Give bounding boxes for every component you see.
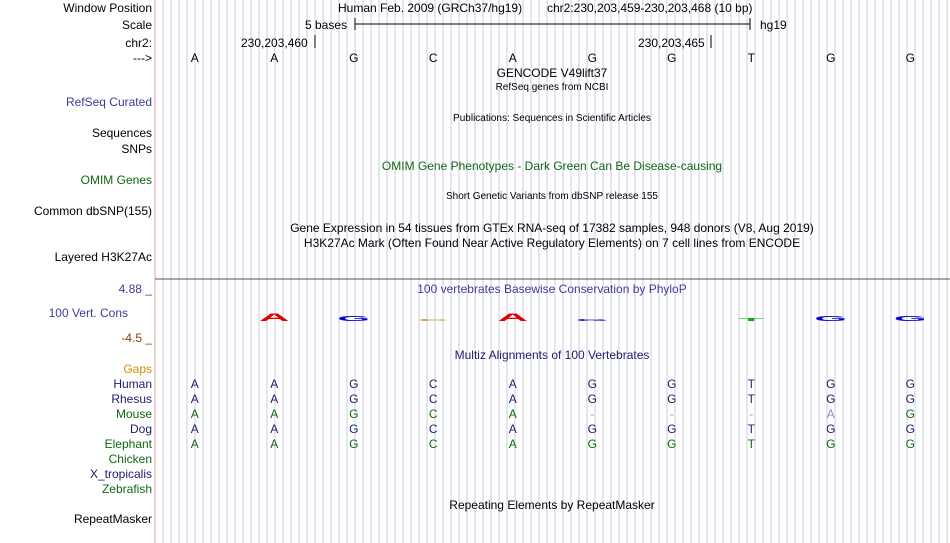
species-label-dog[interactable]: Dog (129, 422, 152, 436)
base-3: G (349, 51, 359, 65)
alignment-base: A (270, 377, 279, 391)
scale-bar (0, 14, 950, 54)
species-label-zebrafish[interactable]: Zebrafish (101, 482, 152, 496)
chr-label: chr2: (125, 36, 152, 50)
logo-letter-c: C (418, 318, 449, 322)
alignment-base: T (747, 377, 755, 391)
alignment-base: G (905, 392, 915, 406)
alignment-base: G (349, 422, 359, 436)
alignment-base: A (508, 377, 517, 391)
alignment-base: G (905, 422, 915, 436)
alignment-base: T (747, 437, 755, 451)
alignment-base: G (905, 437, 915, 451)
alignment-base: G (667, 422, 677, 436)
base-2: A (270, 51, 279, 65)
track-label-refseq[interactable]: RefSeq Curated (65, 95, 152, 109)
logo-letter-a: A (497, 311, 528, 324)
base-4: C (428, 51, 438, 65)
publications-track-desc: Publications: Sequences in Scientific Articles (453, 113, 651, 124)
alignment-base: A (190, 422, 199, 436)
species-label-mouse[interactable]: Mouse (115, 407, 152, 421)
species-label-elephant[interactable]: Elephant (104, 437, 152, 451)
alignment-base: G (905, 407, 915, 421)
alignment-base: A (270, 422, 279, 436)
logo-letter-t: T (738, 316, 765, 323)
alignment-base: A (826, 407, 835, 421)
base-1: A (190, 51, 199, 65)
db-name: hg19 (760, 18, 787, 32)
logo-letter-g: G (893, 315, 927, 323)
base-9: G (826, 51, 836, 65)
refseq-track-desc: RefSeq genes from NCBI (495, 82, 609, 93)
track-label-repeatmasker[interactable]: RepeatMasker (73, 512, 152, 526)
scale-bar-text: 5 bases (305, 18, 348, 32)
alignment-base: G (826, 392, 836, 406)
alignment-base: A (508, 437, 517, 451)
assembly-title: Human Feb. 2009 (GRCh37/hg19) (338, 1, 523, 15)
base-8: T (747, 51, 755, 65)
alignment-base: A (508, 422, 517, 436)
alignment-base: C (428, 437, 438, 451)
alignment-base: C (428, 392, 438, 406)
alignment-base: G (349, 407, 359, 421)
alignment-base: T (747, 422, 755, 436)
multiz-track-desc: Multiz Alignments of 100 Vertebrates (454, 348, 650, 362)
logo-letter-g: G (814, 315, 848, 323)
alignment-base: C (428, 377, 438, 391)
alignment-base: T (747, 392, 755, 406)
alignment-base: G (667, 437, 677, 451)
base-6: G (587, 51, 597, 65)
alignment-base: C (428, 422, 438, 436)
base-10: G (905, 51, 915, 65)
track-label-h3k27ac[interactable]: Layered H3K27Ac (54, 250, 152, 264)
alignment-base: A (190, 377, 199, 391)
track-label-sequences[interactable]: Sequences (91, 126, 152, 140)
alignment-base: G (587, 392, 597, 406)
alignment-base: G (587, 437, 597, 451)
logo-letter-g: G (575, 318, 609, 322)
alignment-base: A (508, 392, 517, 406)
scale-label: Scale (121, 18, 152, 32)
coordinate-tick-right: 230,203,465 (638, 36, 705, 50)
base-5: A (508, 51, 517, 65)
dbsnp-track-desc: Short Genetic Variants from dbSNP release 155 (446, 191, 658, 202)
alignment-base: A (270, 437, 279, 451)
species-label-chicken[interactable]: Chicken (108, 452, 152, 466)
alignment-base: A (190, 407, 199, 421)
track-label-omim[interactable]: OMIM Genes (80, 173, 152, 187)
repeatmasker-track-desc: Repeating Elements by RepeatMasker (449, 498, 655, 512)
gencode-track-title[interactable]: GENCODE V49lift37 (496, 66, 608, 80)
coordinate-tick-left: 230,203,460 (241, 36, 308, 50)
track-label-gaps[interactable]: Gaps (123, 362, 152, 376)
alignment-base: G (667, 377, 677, 391)
alignment-base: G (587, 422, 597, 436)
alignment-base: - (590, 407, 595, 421)
logo-letter-g: G (337, 315, 371, 323)
alignment-base: G (349, 377, 359, 391)
alignment-base: A (270, 407, 279, 421)
base-7: G (667, 51, 677, 65)
alignment-base: G (905, 377, 915, 391)
conservation-min-value: -4.5 _ (121, 331, 152, 345)
track-label-common-dbsnp[interactable]: Common dbSNP(155) (33, 204, 152, 218)
logo-letter-a: A (259, 311, 290, 324)
alignment-base: G (826, 437, 836, 451)
conservation-max-value: 4.88 _ (118, 282, 152, 296)
phylop-track-desc: 100 vertebrates Basewise Conservation by PhyloP (417, 282, 687, 296)
species-label-rhesus[interactable]: Rhesus (111, 392, 152, 406)
alignment-base: A (270, 392, 279, 406)
window-position-value: chr2:230,203,459-230,203,468 (10 bp) (547, 1, 753, 15)
alignment-base: - (669, 407, 674, 421)
alignment-base: C (428, 407, 438, 421)
h3k27ac-track-desc: H3K27Ac Mark (Often Found Near Active Regulatory Elements) on 7 cell lines from ENCODE (303, 236, 801, 250)
alignment-base: - (749, 407, 754, 421)
alignment-base: G (826, 422, 836, 436)
alignment-base: A (190, 437, 199, 451)
alignment-base: A (190, 392, 199, 406)
phylop-conservation-logo (0, 306, 950, 336)
alignment-base: G (349, 392, 359, 406)
species-label-human[interactable]: Human (113, 377, 152, 391)
alignment-base: G (826, 377, 836, 391)
species-label-x_tropicalis[interactable]: X_tropicalis (89, 467, 152, 481)
omim-track-desc: OMIM Gene Phenotypes - Dark Green Can Be Disease-causing (381, 159, 723, 173)
track-label-snps[interactable]: SNPs (121, 142, 152, 156)
alignment-base: G (667, 392, 677, 406)
strand-toggle[interactable]: ---> (133, 51, 152, 65)
window-position-label: Window Position (63, 1, 152, 15)
alignment-base: G (349, 437, 359, 451)
alignment-base: G (587, 377, 597, 391)
alignment-base: A (508, 407, 517, 421)
track-label-vert-cons[interactable]: 100 Vert. Cons (48, 306, 128, 320)
gtex-track-desc: Gene Expression in 54 tissues from GTEx RNA-seq of 17382 samples, 948 donors (V8, Aug 2019) (290, 221, 814, 235)
